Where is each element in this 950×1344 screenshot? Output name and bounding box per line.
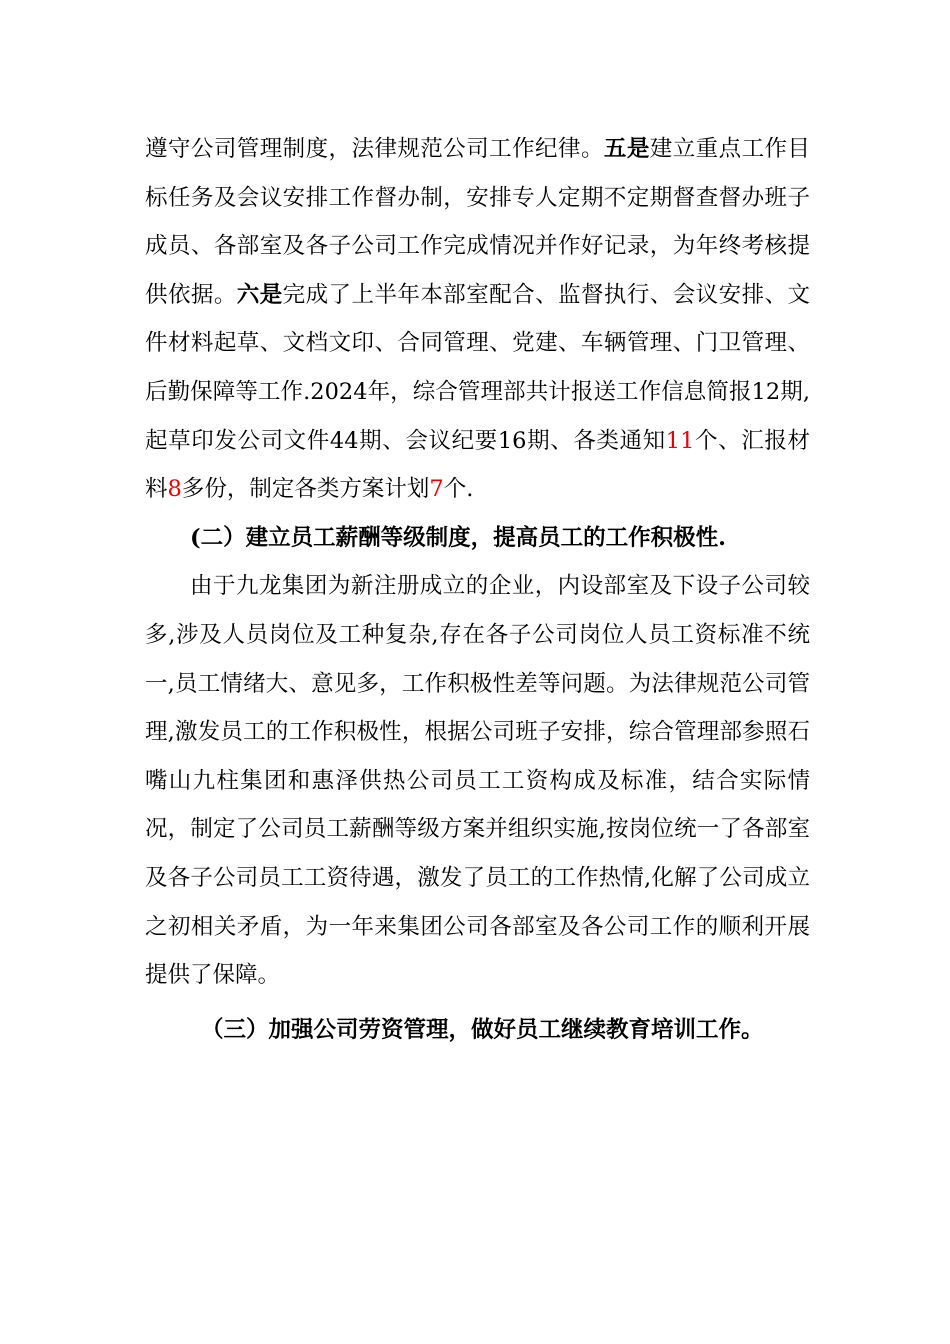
bold-marker-six: 六是 — [236, 281, 283, 308]
text-segment: 个、汇报材料 — [145, 427, 810, 503]
section-heading-salary-system: (二）建立员工薪酬等级制度，提高员工的工作积极性. — [190, 524, 726, 551]
text-segment: 个. — [443, 476, 474, 503]
highlighted-number-notices: 11 — [665, 427, 695, 454]
highlighted-number-reports: 8 — [167, 476, 182, 503]
text-segment: 多份，制定各类方案计划 — [181, 476, 430, 503]
text-segment: 建立重点工作目标任务及会议安排工作督办制，安排专人定期不定期督查督办班子成员、各部室及各子公司工作完成情况并作好记录，为年终考核提供依据。 — [145, 136, 810, 308]
paragraph-salary-system: 由于九龙集团为新注册成立的企业，内设部室及下设子公司较多,涉及人员岗位及工种复杂,存在各子公司岗位人员工资标准不统一,员工情绪大、意见多，工作积极性差等问题。为法律规范公司管理,激发员工的工作积极性，根据公司班子安排，综合管理部参照石嘴山九柱集团和惠泽供热公司员工工资构成及标准，结合实际情况，制定了公司员工薪酬等级方案并组织实施,按岗位统一了各部室及各子公司员工工资待遇，激发了员工的工作热情,化解了公司成立之初相关矛盾，为一年来集团公司各部室及各公司工作的顺利开展提供了保障。 — [145, 573, 810, 989]
bold-marker-five: 五是 — [603, 136, 650, 162]
text-segment: 完成了上半年本部室配合、监督执行、会议安排、文件材料起草、文档文印、合同管理、党建、车辆管理、门卫管理、后勤保障等工作.2024年，综合管理部共计报送工作信息简报12期,起草印发公司文件44期、会议纪要16期、各类通知 — [145, 281, 810, 454]
paragraph-work-summary — [145, 125, 810, 514]
document-page — [145, 125, 810, 1054]
text-segment: 遵守公司管理制度，法律规范公司工作纪律。 — [145, 136, 604, 162]
section-heading-labor-management: （三）加强公司劳资管理，做好员工继续教育培训工作。 — [201, 1016, 764, 1043]
highlighted-number-plans: 7 — [429, 476, 444, 503]
